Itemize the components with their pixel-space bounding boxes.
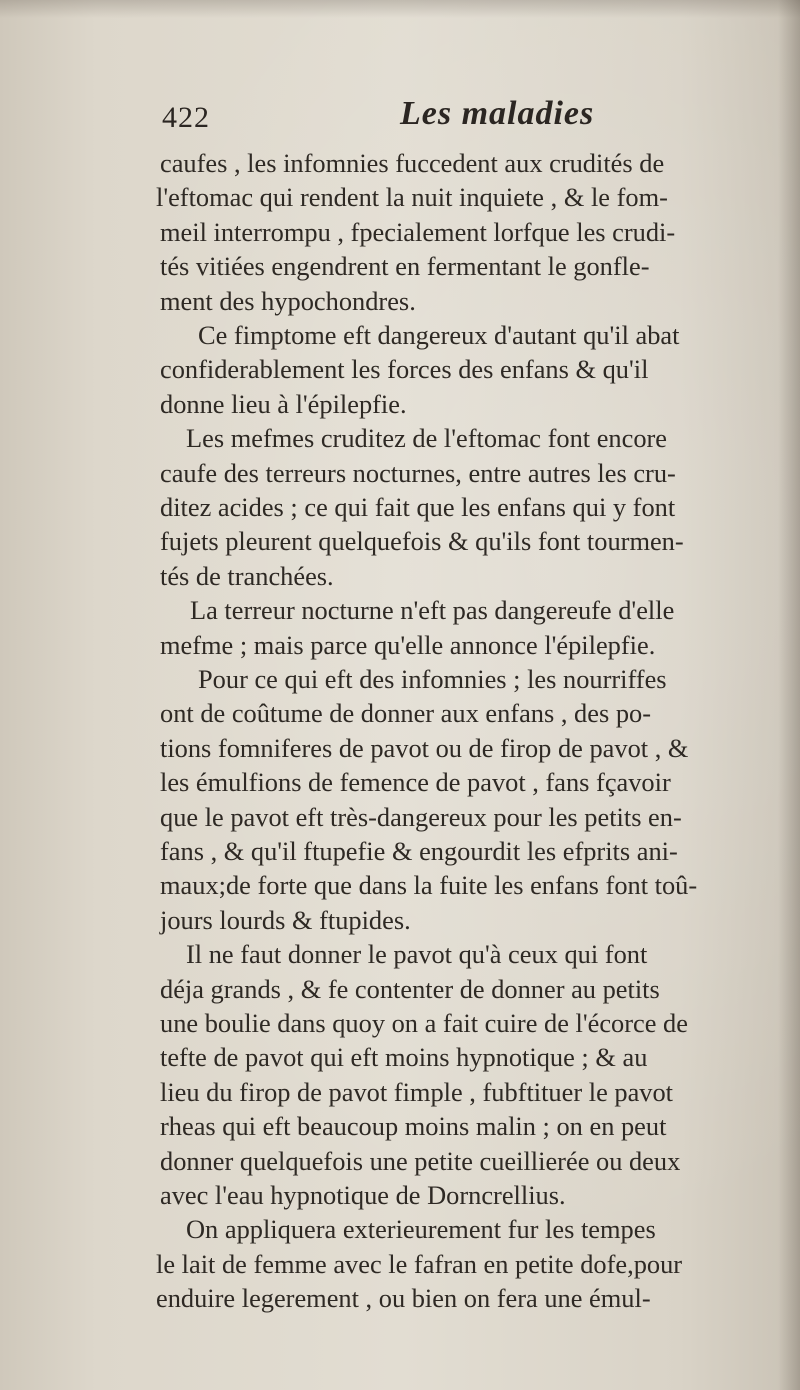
text-line: maux;de forte que dans la fuite les enfans font toû- [160, 870, 698, 901]
text-line: ment des hypochondres. [160, 285, 416, 316]
text-line: enduire legerement , ou bien on fera une émul- [156, 1283, 651, 1314]
text-line: fans , & qu'il ftupefie & engourdit les efprits ani- [160, 836, 678, 866]
text-line: La terreur nocturne n'eft pas dangereufe d'elle [190, 595, 675, 626]
text-line: tefte de pavot qui eft moins hypnotique ; & au [160, 1042, 648, 1073]
text-line: caufes , les infomnies fuccedent aux crudités de [160, 148, 665, 178]
text-line: Les mefmes cruditez de l'eftomac font encore [186, 423, 668, 454]
text-line: tés vitiées engendrent en fermentant le gonfle- [160, 251, 650, 282]
text-line: Ce fimptome eft dangereux d'autant qu'il abat [198, 320, 680, 350]
text-line: ditez acides ; ce qui fait que les enfans qui y font [160, 492, 676, 522]
text-line: meil interrompu , fpecialement lorfque les crudi- [160, 216, 676, 247]
text-line: les émulfions de femence de pavot , fans fçavoir [160, 767, 671, 798]
text-line: jours lourds & ftupides. [160, 904, 411, 935]
running-title: Les maladies [400, 95, 595, 132]
text-line: tés de tranchées. [160, 560, 334, 591]
text-line: une boulie dans quoy on a fait cuire de l'écorce de [160, 1008, 688, 1038]
text-line: caufe des terreurs nocturnes, entre autres les cru- [160, 457, 676, 488]
text-line: tions fomniferes de pavot ou de firop de pavot , & [160, 732, 689, 763]
text-line: donner quelquefois une petite cueillierée ou deux [160, 1145, 681, 1176]
text-line: déja grands , & fe contenter de donner au petits [160, 973, 660, 1004]
text-line: confiderablement les forces des enfans & qu'il [160, 354, 649, 385]
text-line: que le pavot eft très-dangereux pour les petits en- [160, 801, 682, 832]
text-line: mefme ; mais parce qu'elle annonce l'épilepfie. [160, 629, 656, 660]
text-line: rheas qui eft beaucoup moins malin ; on en peut [160, 1111, 667, 1142]
text-line: ont de coûtume de donner aux enfans , des po- [160, 698, 652, 729]
text-line: Il ne faut donner le pavot qu'à ceux qui font [186, 939, 648, 970]
page-number: 422 [162, 101, 210, 134]
page-edge-shadow [778, 0, 800, 1390]
text-line: On appliquera exterieurement fur les tempes [186, 1214, 656, 1245]
text-line: donne lieu à l'épilepfie. [160, 388, 407, 419]
text-line: fujets pleurent quelquefois & qu'ils font tourmen- [160, 526, 684, 557]
page-header [162, 95, 642, 139]
text-line: le lait de femme avec le fafran en petite dofe,pour [156, 1248, 683, 1279]
text-line: l'eftomac qui rendent la nuit inquiete , & le fom- [156, 182, 668, 213]
text-line: Pour ce qui eft des infomnies ; les nourriffes [198, 664, 667, 694]
text-line: avec l'eau hypnotique de Dorncrellius. [160, 1180, 566, 1210]
page-top-edge-shadow [0, 0, 800, 18]
text-line: lieu du firop de pavot fimple , fubftituer le pavot [160, 1076, 674, 1107]
